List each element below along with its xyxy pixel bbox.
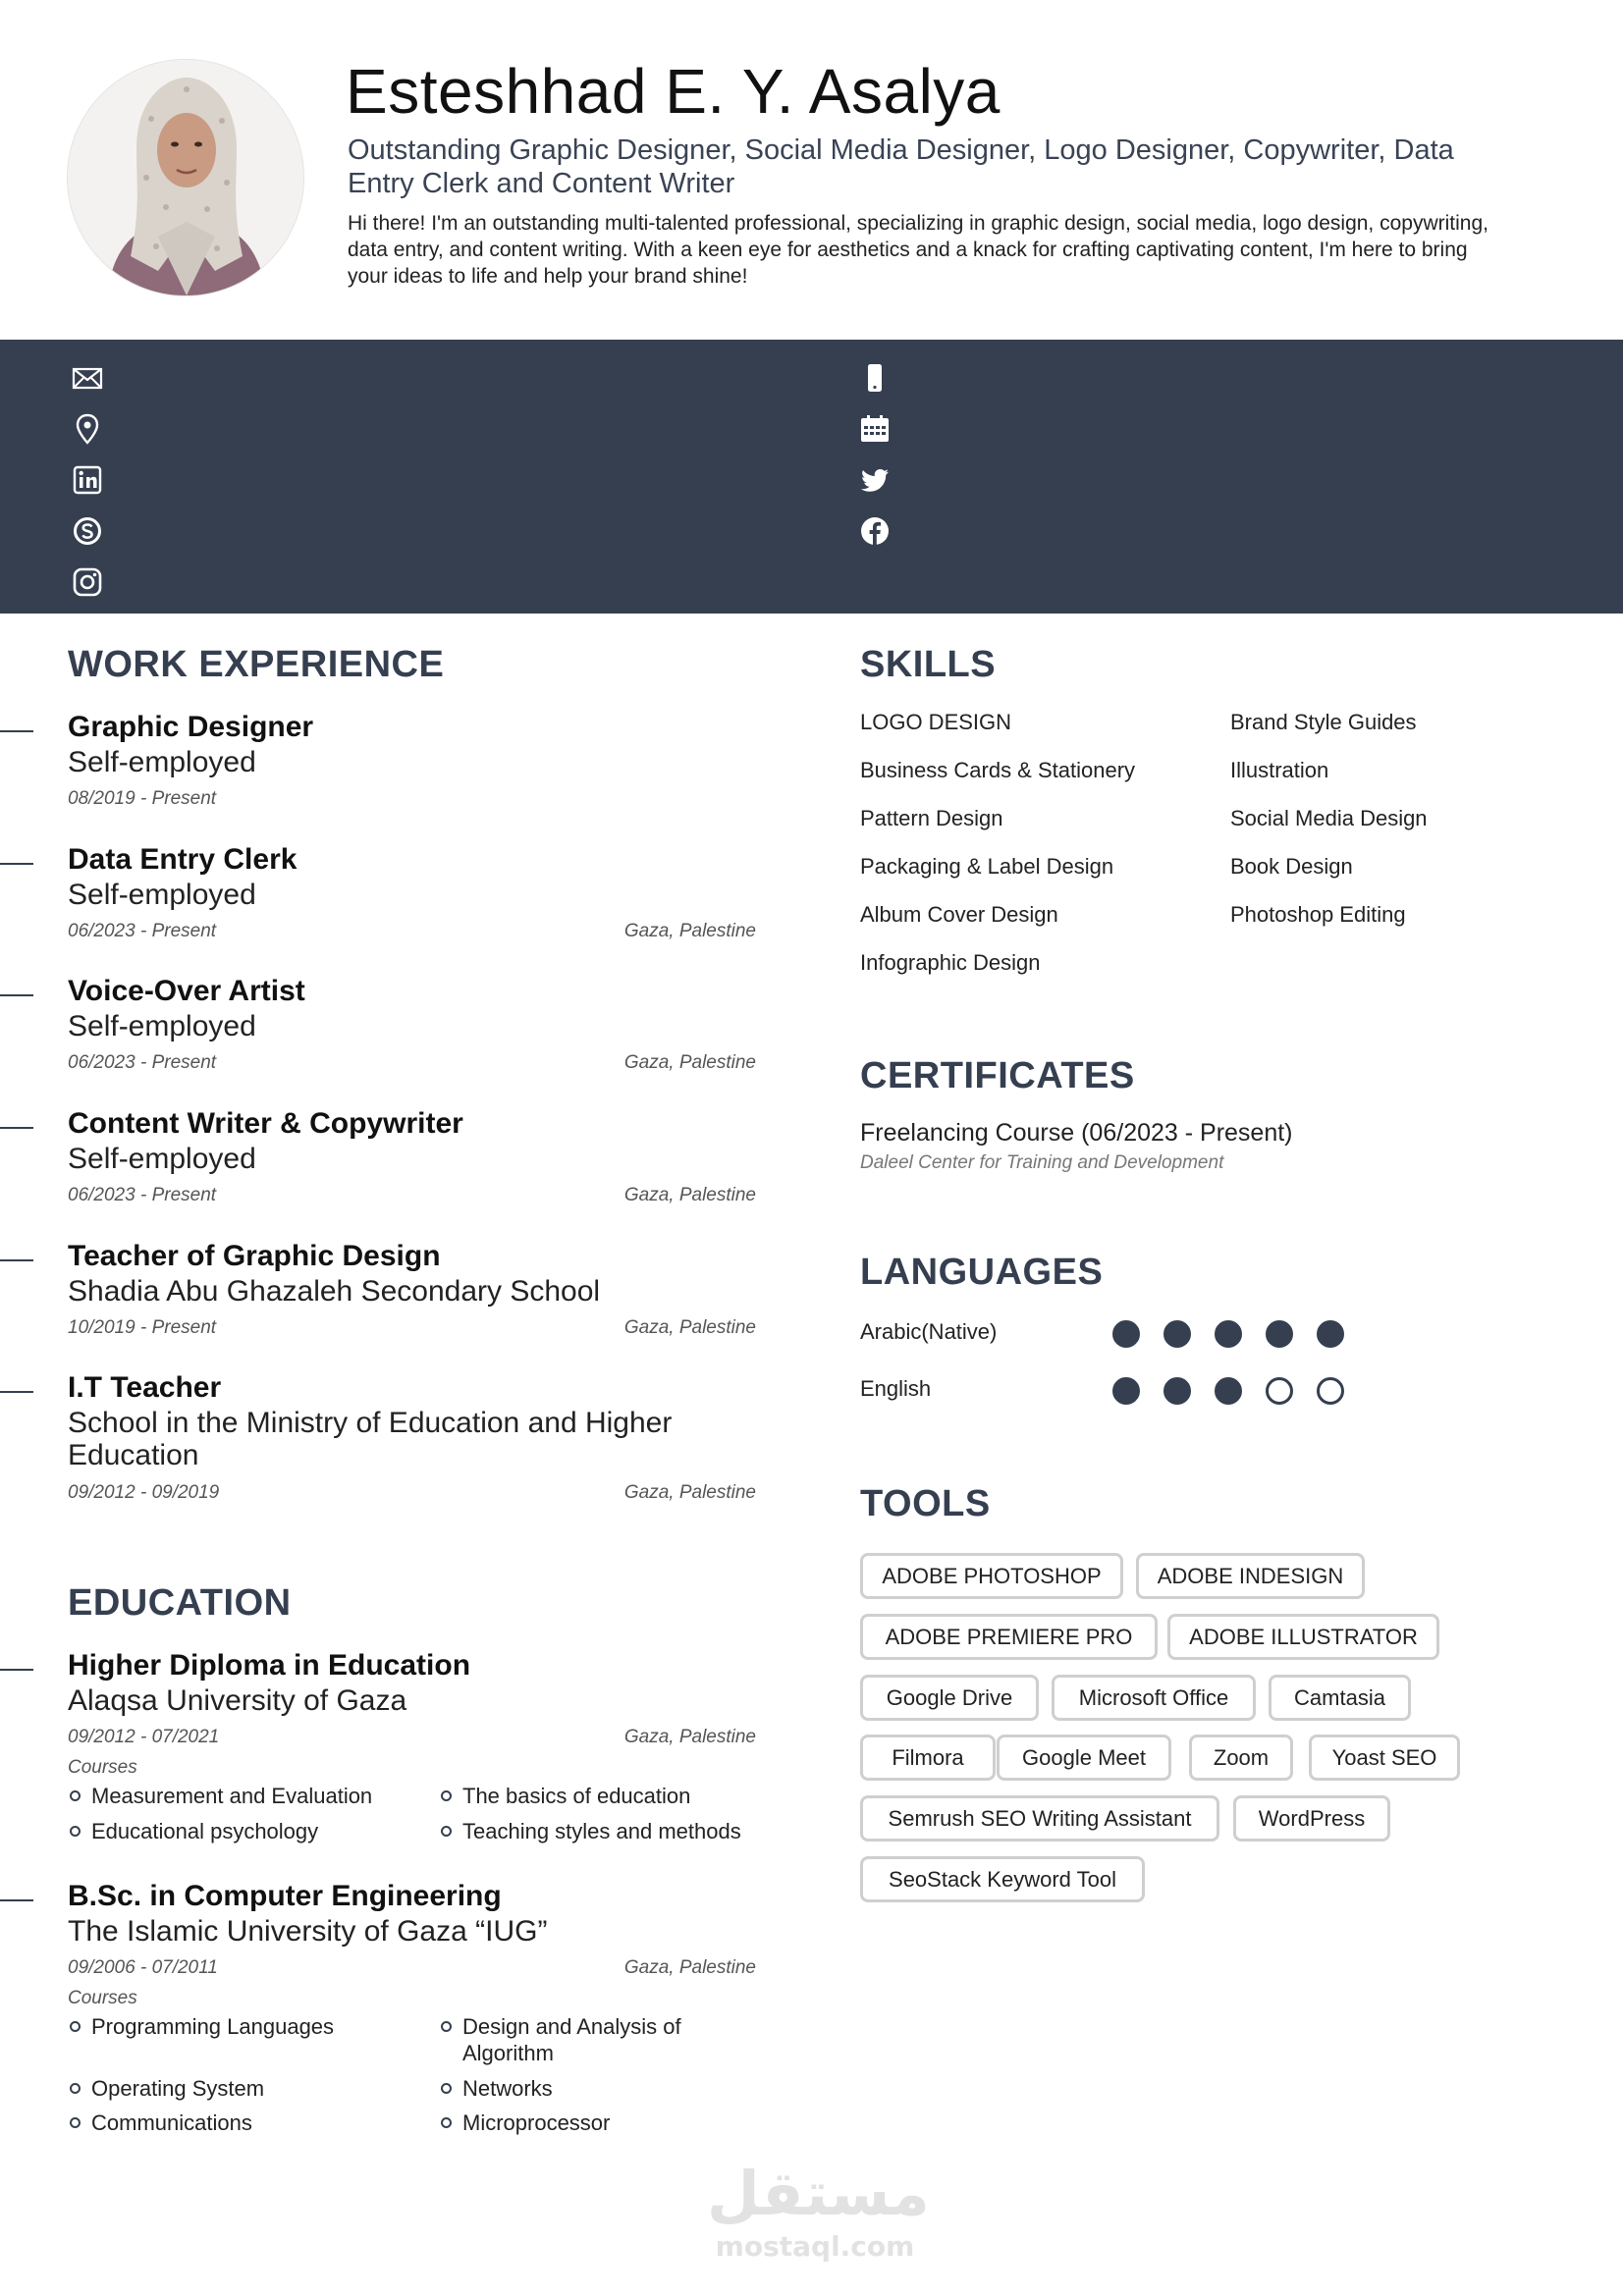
job-location: Gaza, Palestine [623, 921, 756, 941]
phone-icon[interactable] [858, 361, 892, 395]
contact-band [0, 340, 1623, 614]
tool-tag: Google Drive [860, 1675, 1039, 1721]
tool-tag: Semrush SEO Writing Assistant [860, 1795, 1219, 1842]
job-org: Self-employed [68, 1143, 256, 1175]
course-item: Microprocessor [439, 2109, 763, 2136]
profile-subtitle: Outstanding Graphic Designer, Social Media Designer, Logo Designer, Copywriter, Data Entry Clerk and Content Writer [348, 134, 1454, 199]
watermark-logo: مستقل [707, 2158, 930, 2229]
tool-tag: ADOBE PREMIERE PRO [860, 1614, 1158, 1660]
skype-icon[interactable] [71, 514, 104, 548]
skill-item: Infographic Design [860, 950, 1041, 975]
skill-item: Business Cards & Stationery [860, 758, 1136, 782]
job-org: Self-employed [68, 879, 256, 911]
facebook-icon[interactable] [858, 514, 892, 548]
profile-summary: Hi there! I'm an outstanding multi-talented professional, specializing in graphic design, social media, logo design, copywriting, data entry, and content writing. With a keen eye for aesthetics and a knack for crafting captivating content, I'm here to bring your ideas to life and help your brand shine! [348, 212, 1488, 288]
job-location: Gaza, Palestine [623, 1052, 756, 1073]
certificates-heading: CERTIFICATES [860, 1055, 1135, 1096]
skill-item: Album Cover Design [860, 902, 1058, 927]
job-role: Teacher of Graphic Design [68, 1240, 441, 1272]
profile-photo [67, 59, 304, 296]
school-name: The Islamic University of Gaza “IUG” [68, 1915, 548, 1948]
work-experience-heading: WORK EXPERIENCE [68, 644, 445, 685]
tool-tag: Filmora [860, 1735, 996, 1781]
level-dot-filled [1215, 1320, 1242, 1348]
timeline-dash [0, 1669, 33, 1671]
course-item: Operating System [68, 2075, 392, 2102]
job-org: Self-employed [68, 746, 256, 778]
skill-item: Book Design [1230, 854, 1353, 879]
resume-header [0, 0, 1623, 340]
certificate-org: Daleel Center for Training and Development [860, 1152, 1224, 1173]
tool-tag: Microsoft Office [1052, 1675, 1256, 1721]
tool-tag: Zoom [1189, 1735, 1293, 1781]
courses-label: Courses [68, 1757, 137, 1778]
courses-label: Courses [68, 1988, 137, 2008]
level-dot-filled [1112, 1320, 1140, 1348]
instagram-icon[interactable] [71, 565, 104, 599]
tool-tag: WordPress [1233, 1795, 1390, 1842]
level-dot-filled [1215, 1377, 1242, 1405]
education-location: Gaza, Palestine [623, 1957, 756, 1978]
tool-tag: Yoast SEO [1309, 1735, 1460, 1781]
job-location: Gaza, Palestine [623, 1317, 756, 1338]
work-entry [0, 1240, 776, 1348]
timeline-dash [0, 1259, 33, 1261]
course-item: Design and Analysis of Algorithm [439, 2013, 733, 2066]
tool-tag: Google Meet [997, 1735, 1171, 1781]
email-icon[interactable] [71, 361, 104, 395]
skills-heading: SKILLS [860, 644, 997, 685]
job-org: Self-employed [68, 1010, 256, 1042]
level-dot-filled [1266, 1320, 1293, 1348]
timeline-dash [0, 994, 33, 996]
education-entry [0, 1649, 776, 1855]
timeline-dash [0, 863, 33, 865]
level-dot-filled [1317, 1320, 1344, 1348]
skill-item: Packaging & Label Design [860, 854, 1114, 879]
calendar-icon[interactable] [858, 412, 892, 446]
languages-heading: LANGUAGES [860, 1252, 1104, 1293]
skill-item: Social Media Design [1230, 806, 1428, 830]
job-date: 09/2012 - 09/2019 [68, 1482, 220, 1503]
education-date: 09/2012 - 07/2021 [68, 1727, 220, 1747]
course-item: The basics of education [439, 1783, 763, 1809]
job-date: 10/2019 - Present [68, 1317, 217, 1338]
school-name: Alaqsa University of Gaza [68, 1684, 407, 1717]
job-role: Data Entry Clerk [68, 843, 298, 876]
job-date: 06/2023 - Present [68, 921, 217, 941]
degree-title: B.Sc. in Computer Engineering [68, 1880, 502, 1912]
tool-tag: ADOBE ILLUSTRATOR [1167, 1614, 1439, 1660]
certificate-name: Freelancing Course (06/2023 - Present) [860, 1119, 1293, 1147]
watermark-url: mostaql.com [715, 2230, 915, 2263]
course-item: Teaching styles and methods [439, 1818, 763, 1844]
tools-heading: TOOLS [860, 1483, 991, 1524]
work-entry [0, 1371, 776, 1509]
course-item: Programming Languages [68, 2013, 392, 2040]
work-entry [0, 975, 776, 1083]
degree-title: Higher Diploma in Education [68, 1649, 471, 1682]
job-org: Shadia Abu Ghazaleh Secondary School [68, 1275, 601, 1308]
work-entry [0, 711, 776, 819]
skill-item: Photoshop Editing [1230, 902, 1406, 927]
location-icon[interactable] [71, 412, 104, 446]
linkedin-icon[interactable] [71, 463, 104, 497]
skill-item: LOGO DESIGN [860, 710, 1012, 734]
education-location: Gaza, Palestine [623, 1727, 756, 1747]
timeline-dash [0, 1391, 33, 1393]
tool-tag: ADOBE PHOTOSHOP [860, 1553, 1123, 1599]
skill-item: Pattern Design [860, 806, 1003, 830]
level-dot-empty [1317, 1377, 1344, 1405]
job-role: I.T Teacher [68, 1371, 222, 1404]
timeline-dash [0, 1899, 33, 1901]
language-name: English [860, 1376, 932, 1401]
tool-tag: Camtasia [1269, 1675, 1411, 1721]
education-date: 09/2006 - 07/2011 [68, 1957, 218, 1978]
course-item: Educational psychology [68, 1818, 392, 1844]
level-dot-filled [1163, 1320, 1191, 1348]
tool-tag: SeoStack Keyword Tool [860, 1856, 1145, 1902]
course-item: Networks [439, 2075, 763, 2102]
tool-tag: ADOBE INDESIGN [1136, 1553, 1365, 1599]
work-entry [0, 1107, 776, 1215]
job-date: 06/2023 - Present [68, 1052, 217, 1073]
profile-name: Esteshhad E. Y. Asalya [346, 56, 1001, 127]
education-entry [0, 1880, 776, 2145]
education-heading: EDUCATION [68, 1582, 292, 1624]
job-role: Graphic Designer [68, 711, 314, 743]
timeline-dash [0, 1127, 33, 1129]
language-name: Arabic(Native) [860, 1319, 998, 1344]
job-date: 06/2023 - Present [68, 1185, 217, 1205]
timeline-dash [0, 730, 33, 732]
course-item: Communications [68, 2109, 392, 2136]
job-org: School in the Ministry of Education and Higher Education [68, 1407, 673, 1471]
job-role: Voice-Over Artist [68, 975, 305, 1007]
skill-item: Brand Style Guides [1230, 710, 1417, 734]
twitter-icon[interactable] [858, 463, 892, 497]
skill-item: Illustration [1230, 758, 1329, 782]
job-location: Gaza, Palestine [623, 1482, 756, 1503]
work-entry [0, 843, 776, 951]
job-date: 08/2019 - Present [68, 788, 217, 809]
course-item: Measurement and Evaluation [68, 1783, 392, 1809]
level-dot-empty [1266, 1377, 1293, 1405]
level-dot-filled [1163, 1377, 1191, 1405]
level-dot-filled [1112, 1377, 1140, 1405]
job-location: Gaza, Palestine [623, 1185, 756, 1205]
job-role: Content Writer & Copywriter [68, 1107, 463, 1140]
